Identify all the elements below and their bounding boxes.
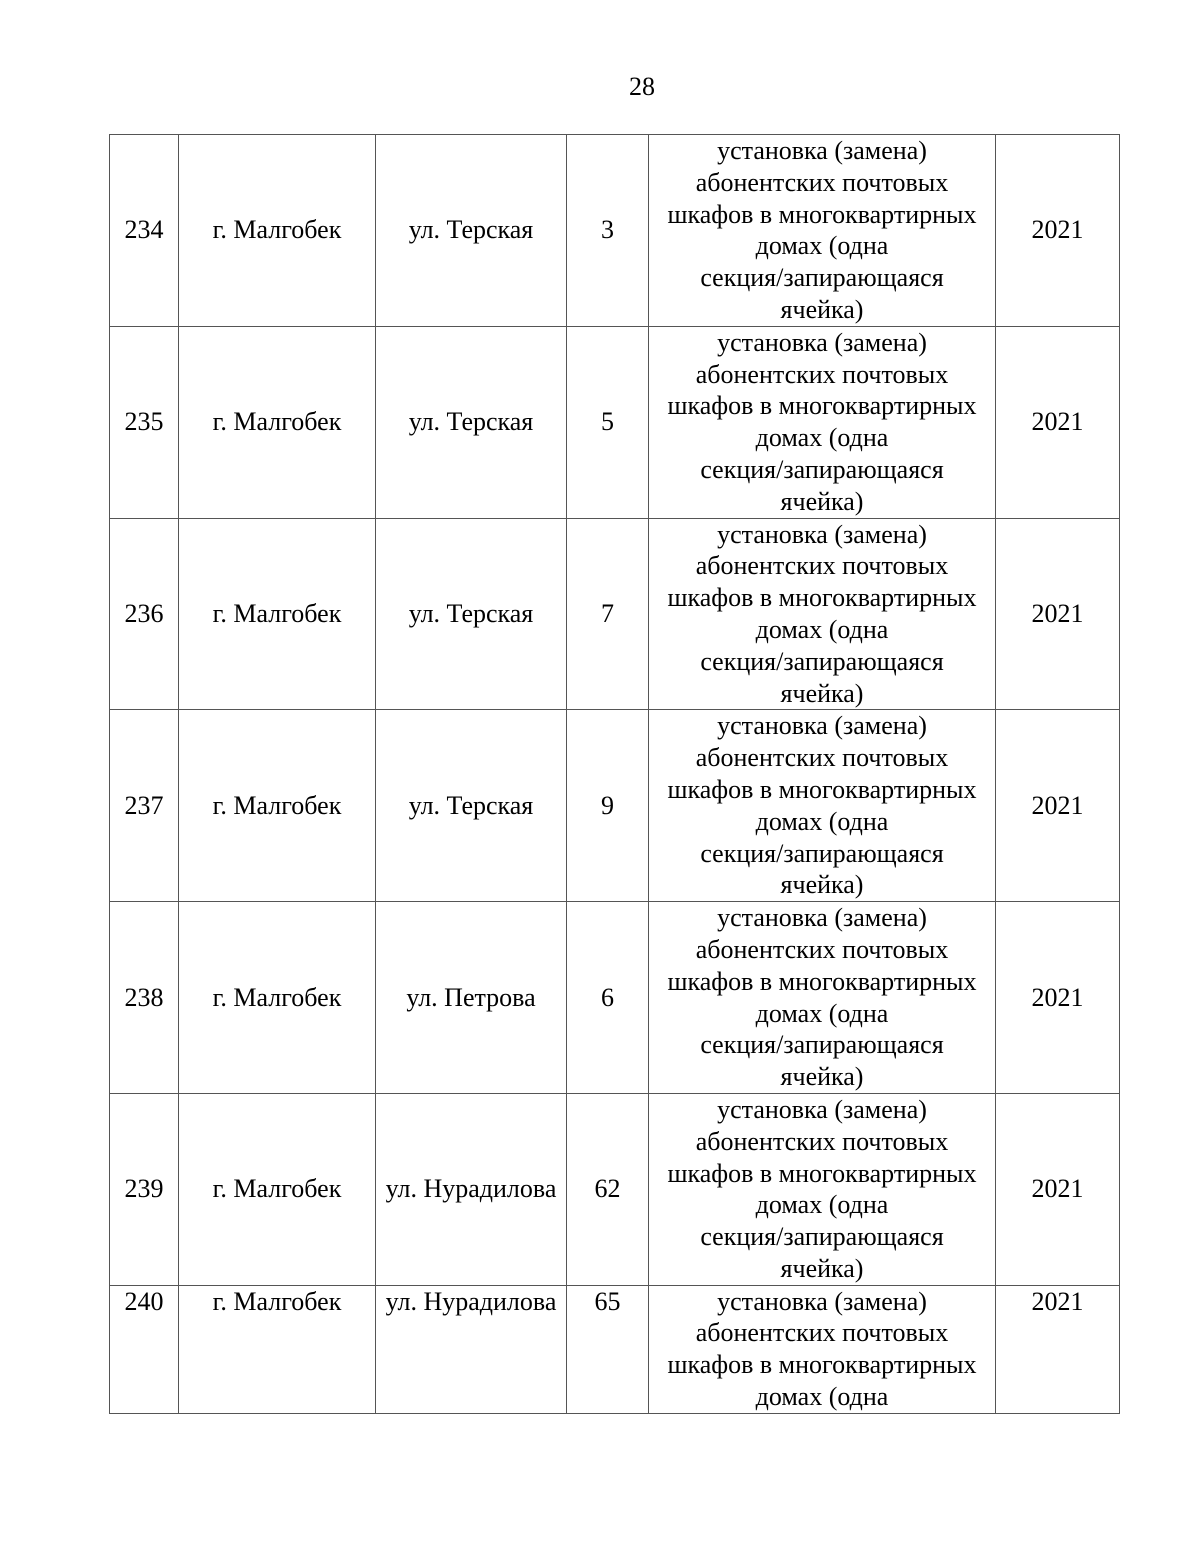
work-line: домах (одна [755, 423, 889, 453]
street: ул. Терская [376, 135, 567, 327]
work-description [649, 902, 996, 1094]
street: ул. Петрова [376, 902, 567, 1094]
year: 2021 [996, 1285, 1120, 1413]
year: 2021 [996, 326, 1120, 518]
house-number: 6 [567, 902, 649, 1094]
row-number: 240 [110, 1285, 179, 1413]
work-line: шкафов в многоквартирных [667, 1158, 977, 1188]
city: г. Малгобек [179, 1093, 376, 1285]
work-line: секция/запирающаяся [700, 1222, 944, 1252]
city: г. Малгобек [179, 135, 376, 327]
table-row [110, 902, 1120, 1094]
work-line: ячейка) [780, 294, 864, 324]
house-number: 3 [567, 135, 649, 327]
work-line: ячейка) [780, 486, 864, 516]
work-line: шкафов в многоквартирных [667, 199, 977, 229]
work-line: шкафов в многоквартирных [667, 583, 977, 613]
house-number: 9 [567, 710, 649, 902]
street: ул. Нурадилова [376, 1285, 567, 1413]
row-number: 234 [110, 135, 179, 327]
work-line: установка (замена) [717, 903, 927, 933]
table-row [110, 518, 1120, 710]
work-line: абонентских почтовых [695, 359, 949, 389]
work-line: ячейка) [780, 678, 864, 708]
street: ул. Терская [376, 326, 567, 518]
year: 2021 [996, 518, 1120, 710]
work-line: секция/запирающаяся [700, 646, 944, 676]
street: ул. Нурадилова [376, 1093, 567, 1285]
work-line: ячейка) [780, 1253, 864, 1283]
year: 2021 [996, 902, 1120, 1094]
house-number: 62 [567, 1093, 649, 1285]
work-description [649, 710, 996, 902]
row-number: 238 [110, 902, 179, 1094]
work-line: установка (замена) [717, 1286, 927, 1316]
work-line: абонентских почтовых [695, 934, 949, 964]
city: г. Малгобек [179, 326, 376, 518]
row-number: 237 [110, 710, 179, 902]
work-description [649, 518, 996, 710]
work-line: установка (замена) [717, 519, 927, 549]
city: г. Малгобек [179, 710, 376, 902]
page-number: 28 [629, 72, 655, 101]
house-number: 7 [567, 518, 649, 710]
table-row [110, 710, 1120, 902]
work-line: секция/запирающаяся [700, 1030, 944, 1060]
work-line: шкафов в многоквартирных [667, 391, 977, 421]
work-description [649, 1285, 996, 1413]
table-row [110, 326, 1120, 518]
row-number: 239 [110, 1093, 179, 1285]
work-line: ячейка) [780, 870, 864, 900]
work-line: секция/запирающаяся [700, 838, 944, 868]
work-line: установка (замена) [717, 1094, 927, 1124]
work-description [649, 135, 996, 327]
city: г. Малгобек [179, 1285, 376, 1413]
table-row [110, 1093, 1120, 1285]
work-description [649, 326, 996, 518]
work-line: секция/запирающаяся [700, 454, 944, 484]
work-line: установка (замена) [717, 711, 927, 741]
work-line: ячейка) [780, 1062, 864, 1092]
street: ул. Терская [376, 710, 567, 902]
work-line: абонентских почтовых [695, 551, 949, 581]
row-number: 235 [110, 326, 179, 518]
house-number: 65 [567, 1285, 649, 1413]
work-line: домах (одна [755, 998, 889, 1028]
work-description [649, 1093, 996, 1285]
work-line: шкафов в многоквартирных [667, 1350, 977, 1380]
table-row [110, 135, 1120, 327]
table-row [110, 1285, 1120, 1413]
work-line: абонентских почтовых [695, 1126, 949, 1156]
work-line: домах (одна [755, 231, 889, 261]
work-line: шкафов в многоквартирных [667, 966, 977, 996]
row-number: 236 [110, 518, 179, 710]
street: ул. Терская [376, 518, 567, 710]
work-line: секция/запирающаяся [700, 263, 944, 293]
year: 2021 [996, 710, 1120, 902]
work-line: абонентских почтовых [695, 167, 949, 197]
work-line: домах (одна [755, 1382, 889, 1412]
work-line: установка (замена) [717, 136, 927, 165]
work-line: домах (одна [755, 1190, 889, 1220]
work-line: абонентских почтовых [695, 1318, 949, 1348]
work-line: домах (одна [755, 806, 889, 836]
work-line: установка (замена) [717, 327, 927, 357]
work-line: шкафов в многоквартирных [667, 774, 977, 804]
city: г. Малгобек [179, 518, 376, 710]
work-line: абонентских почтовых [695, 743, 949, 773]
year: 2021 [996, 135, 1120, 327]
works-table [109, 134, 1120, 1414]
house-number: 5 [567, 326, 649, 518]
city: г. Малгобек [179, 902, 376, 1094]
year: 2021 [996, 1093, 1120, 1285]
work-line: домах (одна [755, 614, 889, 644]
